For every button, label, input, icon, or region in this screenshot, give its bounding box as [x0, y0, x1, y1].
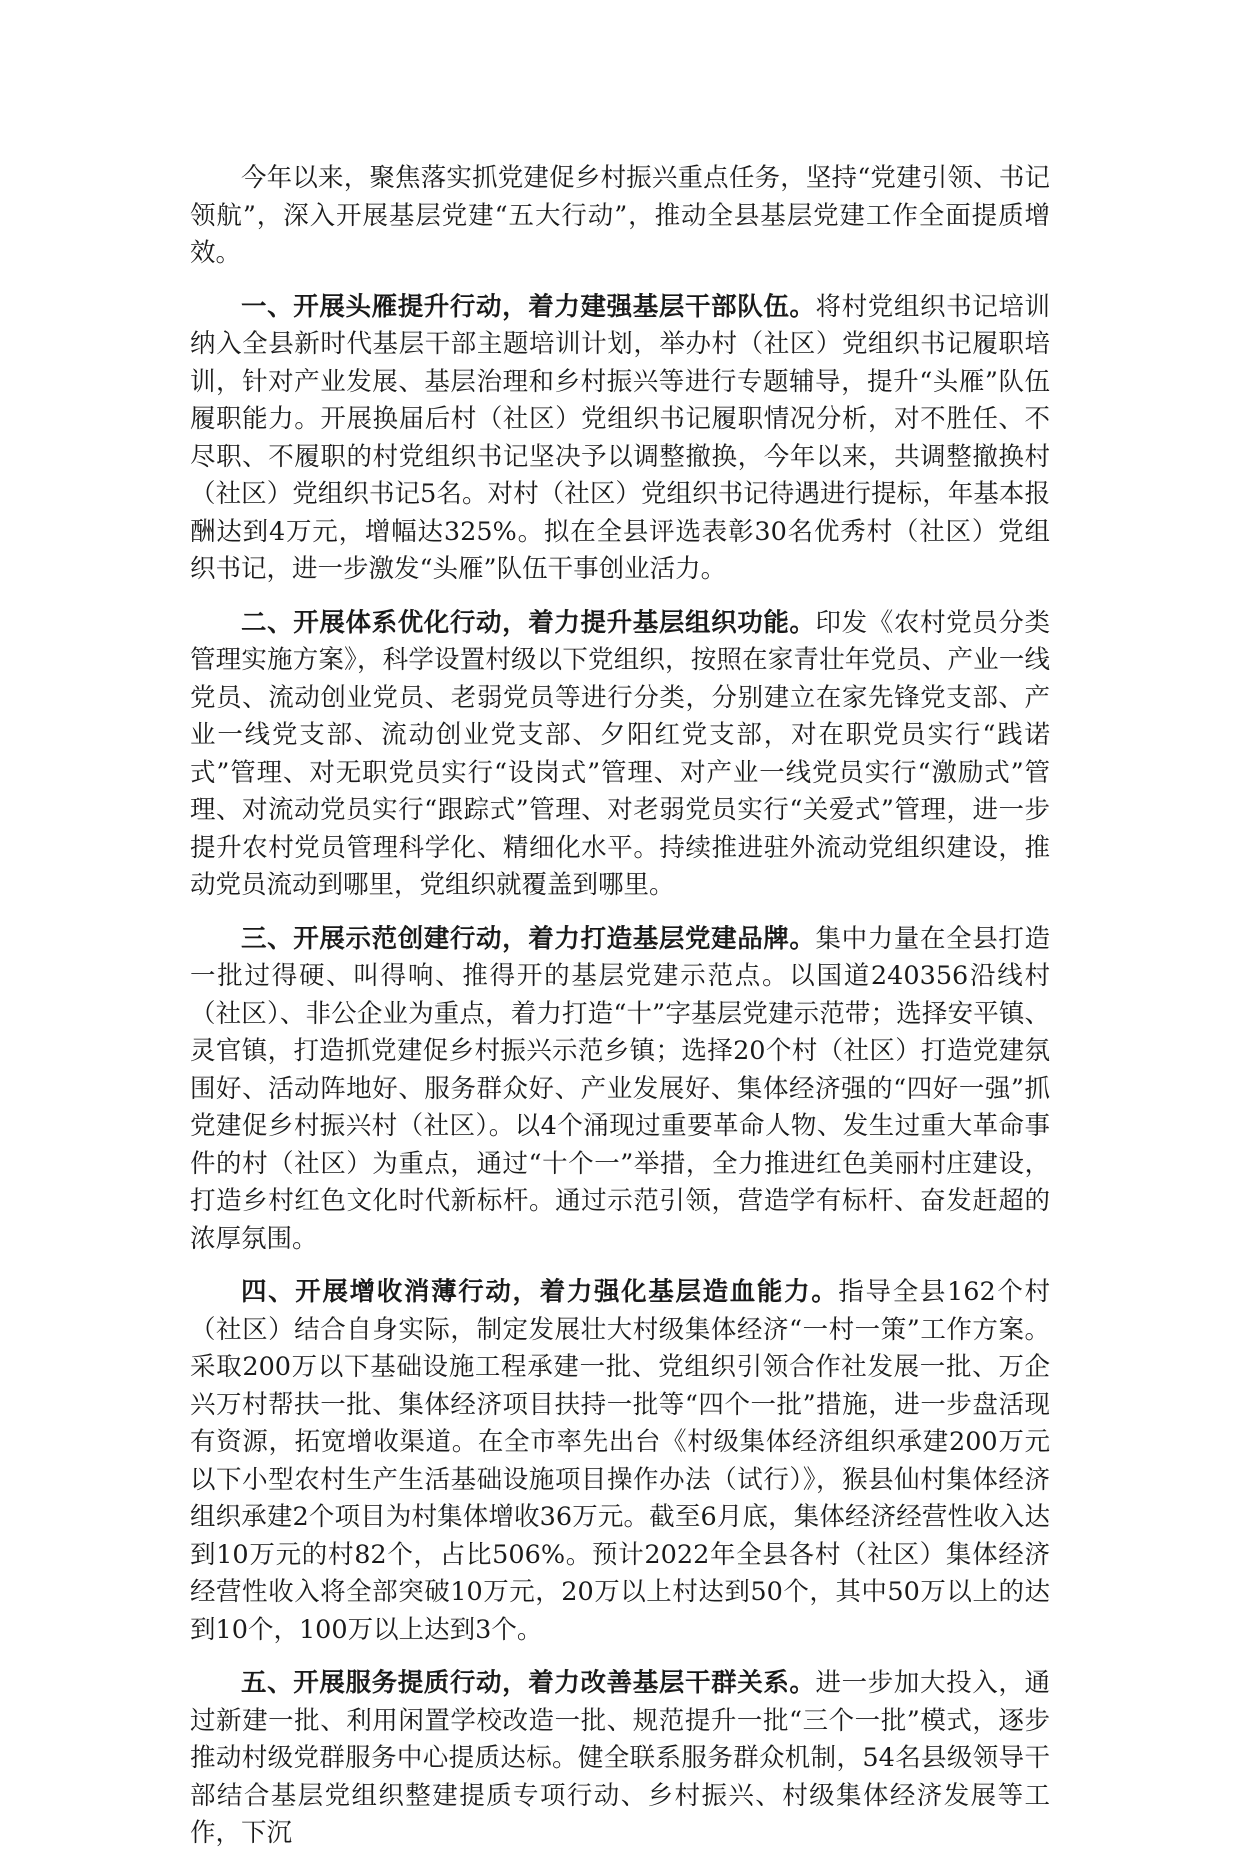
section-5-heading: 五、开展服务提质行动，着力改善基层干群关系。: [241, 1668, 816, 1698]
section-2-body: 印发《农村党员分类管理实施方案》，科学设置村级以下党组织，按照在家青壮年党员、产业一线党员、流动创业党员、老弱党员等进行分类，分别建立在家先锋党支部、产业一线党支部、流动创业党支部、夕阳红党支部，对在职党员实行“践诺式”管理、对无职党员实行“设岗式”管理、对产业一线党员实行“激励式”管理、对流动党员实行“跟踪式”管理、对老弱党员实行“关爱式”管理，进一步提升农村党员管理科学化、精细化水平。持续推进驻外流动党组织建设，推动党员流动到哪里，党组织就覆盖到哪里。: [190, 607, 1050, 900]
section-5-body: 进一步加大投入，通过新建一批、利用闲置学校改造一批、规范提升一批“三个一批”模式，逐步推动村级党群服务中心提质达标。健全联系服务群众机制，54名县级领导干部结合基层党组织整建提质专项行动、乡村振兴、村级集体经济发展等工作，下沉: [190, 1668, 1050, 1848]
section-1-paragraph: [190, 289, 1050, 589]
section-2-heading: 二、开展体系优化行动，着力提升基层组织功能。: [241, 607, 816, 638]
section-2-paragraph: [190, 605, 1050, 905]
document-body: [190, 160, 1050, 1869]
section-1-heading: 一、开展头雁提升行动，着力建强基层干部队伍。: [241, 291, 816, 322]
section-1-body: 将村党组织书记培训纳入全县新时代基层干部主题培训计划，举办村（社区）党组织书记履职培训，针对产业发展、基层治理和乡村振兴等进行专题辅导，提升“头雁”队伍履职能力。开展换届后村（社区）党组织书记履职情况分析，对不胜任、不尽职、不履职的村党组织书记坚决予以调整撤换，今年以来，共调整撤换村（社区）党组织书记5名。对村（社区）党组织书记待遇进行提标，年基本报酬达到4万元，增幅达325%。拟在全县评选表彰30名优秀村（社区）党组织书记，进一步激发“头雁”队伍干事创业活力。: [190, 291, 1050, 584]
section-5-paragraph: [190, 1665, 1050, 1853]
section-4-heading: 四、开展增收消薄行动，着力强化基层造血能力。: [241, 1277, 839, 1307]
section-3-paragraph: [190, 921, 1050, 1259]
intro-paragraph: 今年以来，聚焦落实抓党建促乡村振兴重点任务，坚持“党建引领、书记领航”，深入开展基层党建“五大行动”，推动全县基层党建工作全面提质增效。: [190, 163, 1050, 268]
section-4-paragraph: [190, 1274, 1050, 1649]
section-4-body: 指导全县162个村（社区）结合自身实际，制定发展壮大村级集体经济“一村一策”工作方案。采取200万以下基础设施工程承建一批、党组织引领合作社发展一批、万企兴万村帮扶一批、集体经济项目扶持一批等“四个一批”措施，进一步盘活现有资源，拓宽增收渠道。在全市率先出台《村级集体经济组织承建200万元以下小型农村生产生活基础设施项目操作办法（试行）》，猴县仙村集体经济组织承建2个项目为村集体增收36万元。截至6月底，集体经济经营性收入达到10万元的村82个，占比506%。预计2022年全县各村（社区）集体经济经营性收入将全部突破10万元，20万以上村达到50个，其中50万以上的达到10个，100万以上达到3个。: [190, 1277, 1050, 1645]
section-3-heading: 三、开展示范创建行动，着力打造基层党建品牌。: [241, 923, 816, 954]
section-3-body: 集中力量在全县打造一批过得硬、叫得响、推得开的基层党建示范点。以国道240356沿线村（社区）、非公企业为重点，着力打造“十”字基层党建示范带；选择安平镇、灵官镇，打造抓党建促乡村振兴示范乡镇；选择20个村（社区）打造党建氛围好、活动阵地好、服务群众好、产业发展好、集体经济强的“四好一强”抓党建促乡村振兴村（社区）。以4个涌现过重要革命人物、发生过重大革命事件的村（社区）为重点，通过“十个一”举措，全力推进红色美丽村庄建设，打造乡村红色文化时代新标杆。通过示范引领，营造学有标杆、奋发赶超的浓厚氛围。: [190, 923, 1050, 1254]
